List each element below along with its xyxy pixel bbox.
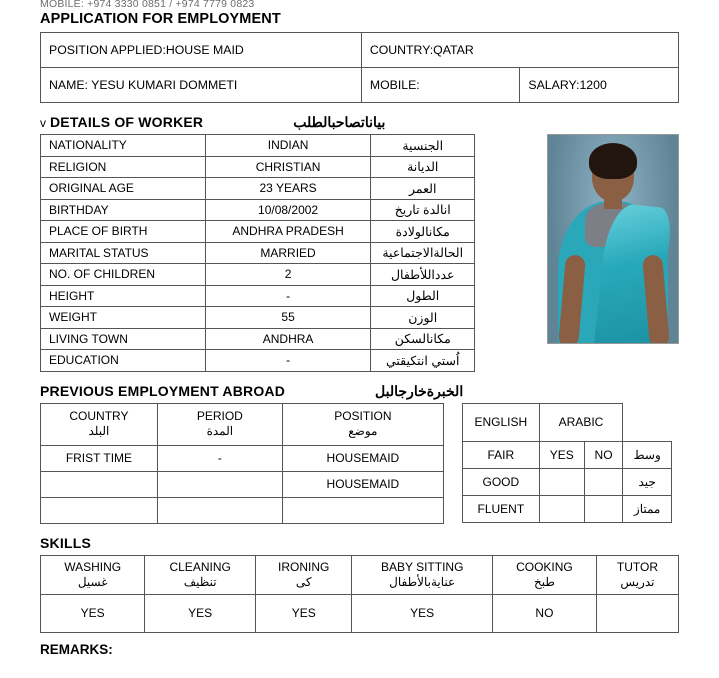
row-arabic: العمر bbox=[371, 178, 475, 200]
row-arabic: الطول bbox=[371, 285, 475, 307]
table-row bbox=[463, 495, 672, 522]
details-of-worker-title-ar: بياناتصاحبالطلب bbox=[293, 114, 386, 130]
table-row bbox=[41, 68, 679, 103]
prev-cell-country bbox=[41, 471, 158, 497]
row-label: EDUCATION bbox=[41, 350, 206, 372]
details-of-worker-heading bbox=[40, 114, 679, 131]
details-of-worker-title-en: DETAILS OF WORKER bbox=[50, 114, 204, 130]
table-row bbox=[463, 403, 672, 441]
table-row bbox=[41, 350, 475, 372]
row-label: ORIGINAL AGE bbox=[41, 178, 206, 200]
row-label: NO. OF CHILDREN bbox=[41, 264, 206, 286]
row-arabic: الحالةالاجتماعية bbox=[371, 242, 475, 264]
skill-header-cooking bbox=[492, 555, 596, 594]
table-row bbox=[41, 403, 444, 445]
skills-heading bbox=[40, 535, 679, 551]
lang-level-label: FLUENT bbox=[463, 495, 540, 522]
salary-cell: SALARY:1200 bbox=[520, 68, 679, 103]
skills-table bbox=[40, 555, 679, 633]
skill-header-cleaning-en: CLEANING bbox=[169, 559, 231, 574]
skill-value-cooking: NO bbox=[492, 594, 596, 632]
row-arabic: اُستي انتكيقتي bbox=[371, 350, 475, 372]
prev-cell-period: - bbox=[157, 445, 282, 471]
photo-hair bbox=[589, 143, 637, 179]
skill-header-ironing-en: IRONING bbox=[278, 559, 330, 574]
lang-arabic-value: NO bbox=[584, 441, 623, 468]
previous-employment-heading bbox=[40, 383, 679, 400]
row-arabic: عدداللأطفال bbox=[371, 264, 475, 286]
row-label: WEIGHT bbox=[41, 307, 206, 329]
prev-header-position-ar: موضع bbox=[348, 424, 378, 438]
lang-english-value: YES bbox=[539, 441, 584, 468]
skill-header-cooking-en: COOKING bbox=[516, 559, 573, 574]
table-row bbox=[41, 497, 444, 523]
row-value: 23 YEARS bbox=[206, 178, 371, 200]
skill-header-cleaning-ar: تنظيف bbox=[183, 574, 217, 589]
table-row bbox=[41, 285, 475, 307]
prev-header-period bbox=[157, 403, 282, 445]
lang-header-arabic: ARABIC bbox=[539, 403, 623, 441]
prev-header-country-ar: البلد bbox=[88, 424, 110, 438]
table-row bbox=[41, 242, 475, 264]
row-arabic: مكانالولادة bbox=[371, 221, 475, 243]
name-cell: NAME: YESU KUMARI DOMMETI bbox=[41, 68, 362, 103]
row-arabic: الديانة bbox=[371, 156, 475, 178]
lang-level-arabic: ممتاز bbox=[623, 495, 672, 522]
row-value: 55 bbox=[206, 307, 371, 329]
skill-header-tutor-ar: تدريس bbox=[620, 574, 655, 589]
row-label: RELIGION bbox=[41, 156, 206, 178]
worker-details-section bbox=[40, 134, 679, 372]
skill-header-baby-sitting-ar: عنايةبالأطفال bbox=[389, 574, 456, 589]
skill-header-washing bbox=[41, 555, 145, 594]
lang-english-value bbox=[539, 495, 584, 522]
table-row bbox=[463, 468, 672, 495]
skill-header-washing-ar: غسيل bbox=[77, 574, 108, 589]
prev-header-period-en: PERIOD bbox=[196, 409, 243, 423]
language-skills-table bbox=[462, 403, 672, 523]
page-title: APPLICATION FOR EMPLOYMENT bbox=[40, 11, 281, 27]
table-row bbox=[41, 199, 475, 221]
prev-cell-position: HOUSEMAID bbox=[282, 471, 443, 497]
row-value: INDIAN bbox=[206, 135, 371, 157]
prev-header-position bbox=[282, 403, 443, 445]
skill-header-ironing-ar: کی bbox=[295, 574, 312, 589]
skill-header-tutor bbox=[596, 555, 678, 594]
row-value: CHRISTIAN bbox=[206, 156, 371, 178]
skill-value-tutor bbox=[596, 594, 678, 632]
skills-title-en: SKILLS bbox=[40, 534, 91, 551]
row-label: MARITAL STATUS bbox=[41, 242, 206, 264]
skill-header-cleaning bbox=[145, 555, 256, 594]
table-row bbox=[41, 445, 444, 471]
table-row bbox=[41, 264, 475, 286]
skill-value-ironing: YES bbox=[255, 594, 352, 632]
worker-details-table bbox=[40, 134, 475, 372]
skill-header-baby-sitting bbox=[352, 555, 492, 594]
lang-arabic-value bbox=[584, 495, 623, 522]
lang-header-english: ENGLISH bbox=[463, 403, 540, 441]
skill-value-washing: YES bbox=[41, 594, 145, 632]
skill-header-cooking-ar: طبخ bbox=[533, 574, 555, 589]
applicant-header-table bbox=[40, 32, 679, 103]
lang-english-value bbox=[539, 468, 584, 495]
prev-cell-country bbox=[41, 497, 158, 523]
lang-level-label: FAIR bbox=[463, 441, 540, 468]
table-row bbox=[41, 135, 475, 157]
row-label: NATIONALITY bbox=[41, 135, 206, 157]
previous-employment-title-ar: الخبرةخارجالبل bbox=[375, 382, 464, 399]
lang-level-arabic: جيد bbox=[623, 468, 672, 495]
previous-employment-table bbox=[40, 403, 444, 524]
row-arabic: الجنسية bbox=[371, 135, 475, 157]
table-row bbox=[41, 33, 679, 68]
row-label: PLACE OF BIRTH bbox=[41, 221, 206, 243]
lang-level-label: GOOD bbox=[463, 468, 540, 495]
prev-header-country-en: COUNTRY bbox=[69, 409, 129, 423]
prev-cell-country: FRIST TIME bbox=[41, 445, 158, 471]
applicant-photo bbox=[547, 134, 679, 344]
lang-arabic-value bbox=[584, 468, 623, 495]
prev-cell-period bbox=[157, 471, 282, 497]
previous-employment-title-en: PREVIOUS EMPLOYMENT ABROAD bbox=[40, 382, 286, 399]
row-value: MARRIED bbox=[206, 242, 371, 264]
row-label: LIVING TOWN bbox=[41, 328, 206, 350]
prev-header-position-en: POSITION bbox=[334, 409, 392, 423]
row-value: ANDHRA PRADESH bbox=[206, 221, 371, 243]
contact-mobile-line: MOBILE: +974 3330 0851 / +974 7779 0823 bbox=[40, 0, 255, 10]
chevron-down-icon: v bbox=[40, 116, 46, 130]
row-value: - bbox=[206, 285, 371, 307]
prev-cell-position: HOUSEMAID bbox=[282, 445, 443, 471]
table-row bbox=[41, 471, 444, 497]
row-value: 2 bbox=[206, 264, 371, 286]
table-row bbox=[41, 594, 679, 632]
row-value: ANDHRA bbox=[206, 328, 371, 350]
row-label: BIRTHDAY bbox=[41, 199, 206, 221]
skill-value-cleaning: YES bbox=[145, 594, 256, 632]
table-row bbox=[41, 328, 475, 350]
remarks-label: REMARKS: bbox=[40, 641, 113, 657]
country-cell: COUNTRY:QATAR bbox=[361, 33, 678, 68]
lang-level-arabic: وسط bbox=[623, 441, 672, 468]
table-row bbox=[41, 307, 475, 329]
prev-cell-period bbox=[157, 497, 282, 523]
table-row bbox=[41, 221, 475, 243]
table-row bbox=[463, 441, 672, 468]
row-arabic: مكانالسكن bbox=[371, 328, 475, 350]
skill-value-baby-sitting: YES bbox=[352, 594, 492, 632]
prev-header-period-ar: المدة bbox=[206, 424, 234, 438]
table-row bbox=[41, 555, 679, 594]
table-row bbox=[41, 156, 475, 178]
skill-header-ironing bbox=[255, 555, 352, 594]
previous-employment-section bbox=[40, 403, 679, 524]
prev-cell-position bbox=[282, 497, 443, 523]
skill-header-tutor-en: TUTOR bbox=[616, 559, 659, 574]
skill-header-baby-sitting-en: BABY SITTING bbox=[380, 559, 464, 574]
row-label: HEIGHT bbox=[41, 285, 206, 307]
mobile-cell: MOBILE: bbox=[361, 68, 520, 103]
row-value: 10/08/2002 bbox=[206, 199, 371, 221]
row-arabic: الوزن bbox=[371, 307, 475, 329]
position-applied-cell: POSITION APPLIED:HOUSE MAID bbox=[41, 33, 362, 68]
table-row bbox=[41, 178, 475, 200]
row-value: - bbox=[206, 350, 371, 372]
skill-header-washing-en: WASHING bbox=[64, 559, 122, 574]
prev-header-country bbox=[41, 403, 158, 445]
row-arabic: انالدة تاريخ bbox=[371, 199, 475, 221]
